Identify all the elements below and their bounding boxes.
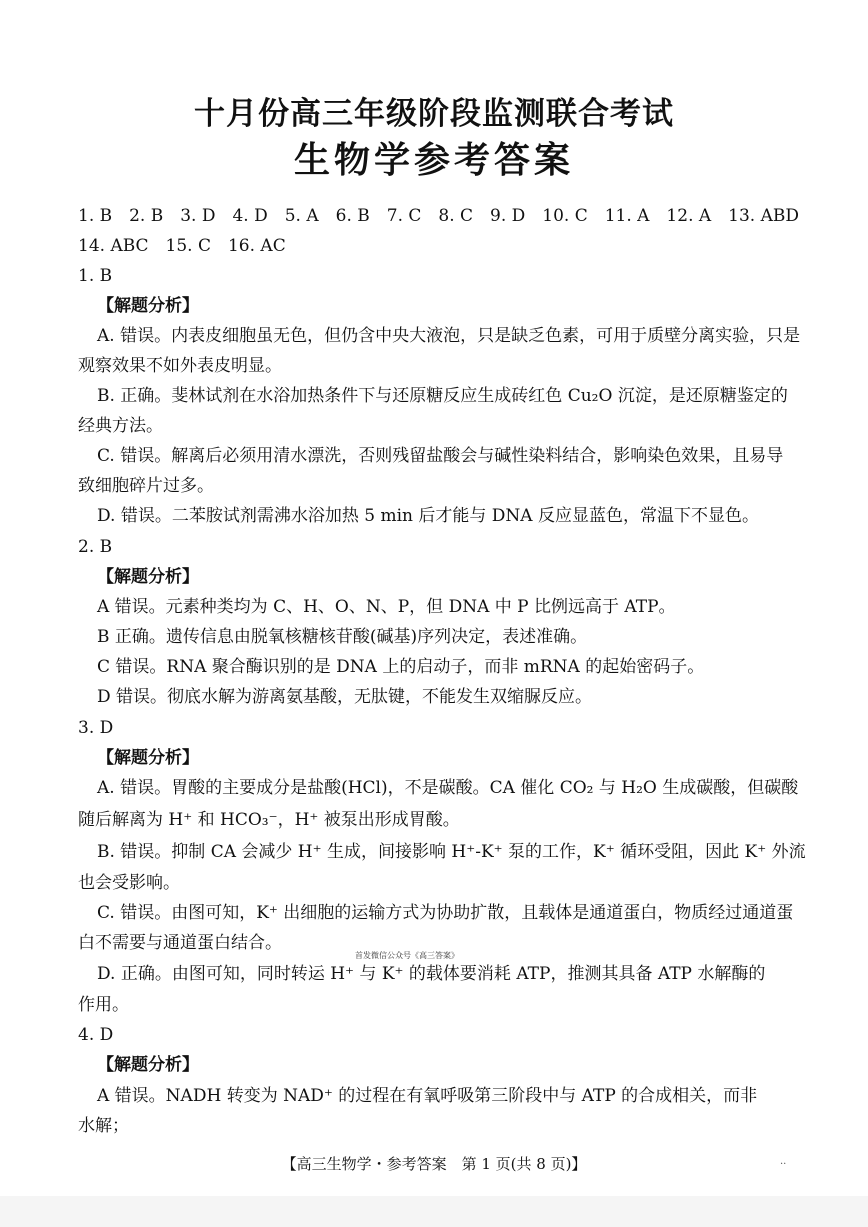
watermark: 首发微信公众号《高三答案》	[355, 951, 459, 960]
section-heading: 【解题分析】	[97, 567, 199, 587]
question-number: 2. B	[78, 537, 113, 557]
analysis-line: C. 错误。由图可知，K⁺ 出细胞的运输方式为协助扩散，且载体是通道蛋白，物质经过通道蛋	[97, 903, 794, 923]
analysis-line: B 正确。遗传信息由脱氧核糖核苷酸(碱基)序列决定，表述准确。	[97, 627, 588, 647]
question-number: 4. D	[78, 1025, 114, 1045]
analysis-line: B. 正确。斐林试剂在水浴加热条件下与还原糖反应生成砖红色 Cu₂O 沉淀，是还原糖鉴定的	[97, 386, 788, 406]
analysis-line: D 错误。彻底水解为游离氨基酸，无肽键，不能发生双缩脲反应。	[97, 687, 593, 707]
analysis-line: A 错误。NADH 转变为 NAD⁺ 的过程在有氧呼吸第三阶段中与 ATP 的合成相关，而非	[97, 1086, 758, 1106]
section-heading: 【解题分析】	[97, 748, 199, 768]
analysis-line: A. 错误。内表皮细胞虽无色，但仍含中央大液泡，只是缺乏色素，可用于质壁分离实验，只是	[97, 326, 801, 346]
bottom-strip	[0, 1196, 868, 1227]
analysis-line: 观察效果不如外表皮明显。	[78, 356, 282, 376]
answer-key-row-2: 14. ABC 15. C 16. AC	[78, 236, 286, 256]
analysis-line: A 错误。元素种类均为 C、H、O、N、P，但 DNA 中 P 比例远高于 ATP。	[97, 597, 676, 617]
analysis-line: C. 错误。解离后必须用清水漂洗，否则残留盐酸会与碱性染料结合，影响染色效果，且易导	[97, 446, 784, 466]
page-footer: 【高三生物学・参考答案 第 1 页(共 8 页)】	[281, 1155, 587, 1173]
corner-mark: ..	[780, 1156, 787, 1167]
analysis-line: D. 正确。由图可知，同时转运 H⁺ 与 K⁺ 的载体要消耗 ATP，推测其具备 ATP 水解酶的	[97, 964, 766, 984]
analysis-line: 也会受影响。	[78, 873, 180, 893]
analysis-line: 作用。	[78, 995, 129, 1015]
analysis-line: 随后解离为 H⁺ 和 HCO₃⁻，H⁺ 被泵出形成胃酸。	[78, 810, 460, 830]
analysis-line: 白不需要与通道蛋白结合。	[78, 933, 282, 953]
section-heading: 【解题分析】	[97, 1055, 199, 1075]
analysis-line: 致细胞碎片过多。	[78, 476, 214, 496]
answer-key-row-1: 1. B 2. B 3. D 4. D 5. A 6. B 7. C 8. C 9. D 10. C 11. A 12. A 13. ABD	[78, 206, 799, 226]
question-number: 3. D	[78, 718, 114, 738]
analysis-line: D. 错误。二苯胺试剂需沸水浴加热 5 min 后才能与 DNA 反应显蓝色，常温下不显色。	[97, 506, 759, 526]
analysis-line: B. 错误。抑制 CA 会减少 H⁺ 生成，间接影响 H⁺-K⁺ 泵的工作，K⁺ 循环受阻，因此 K⁺ 外流	[97, 842, 806, 862]
question-number: 1. B	[78, 266, 113, 286]
section-heading: 【解题分析】	[97, 296, 199, 316]
analysis-line: 经典方法。	[78, 416, 163, 436]
analysis-line: C 错误。RNA 聚合酶识别的是 DNA 上的启动子，而非 mRNA 的起始密码子。	[97, 657, 705, 677]
analysis-line: A. 错误。胃酸的主要成分是盐酸(HCl)，不是碳酸。CA 催化 CO₂ 与 H₂O 生成碳酸，但碳酸	[97, 778, 799, 798]
analysis-line: 水解；	[78, 1116, 129, 1136]
exam-title: 十月份高三年级阶段监测联合考试	[194, 96, 674, 132]
exam-subtitle: 生物学参考答案	[293, 140, 574, 181]
